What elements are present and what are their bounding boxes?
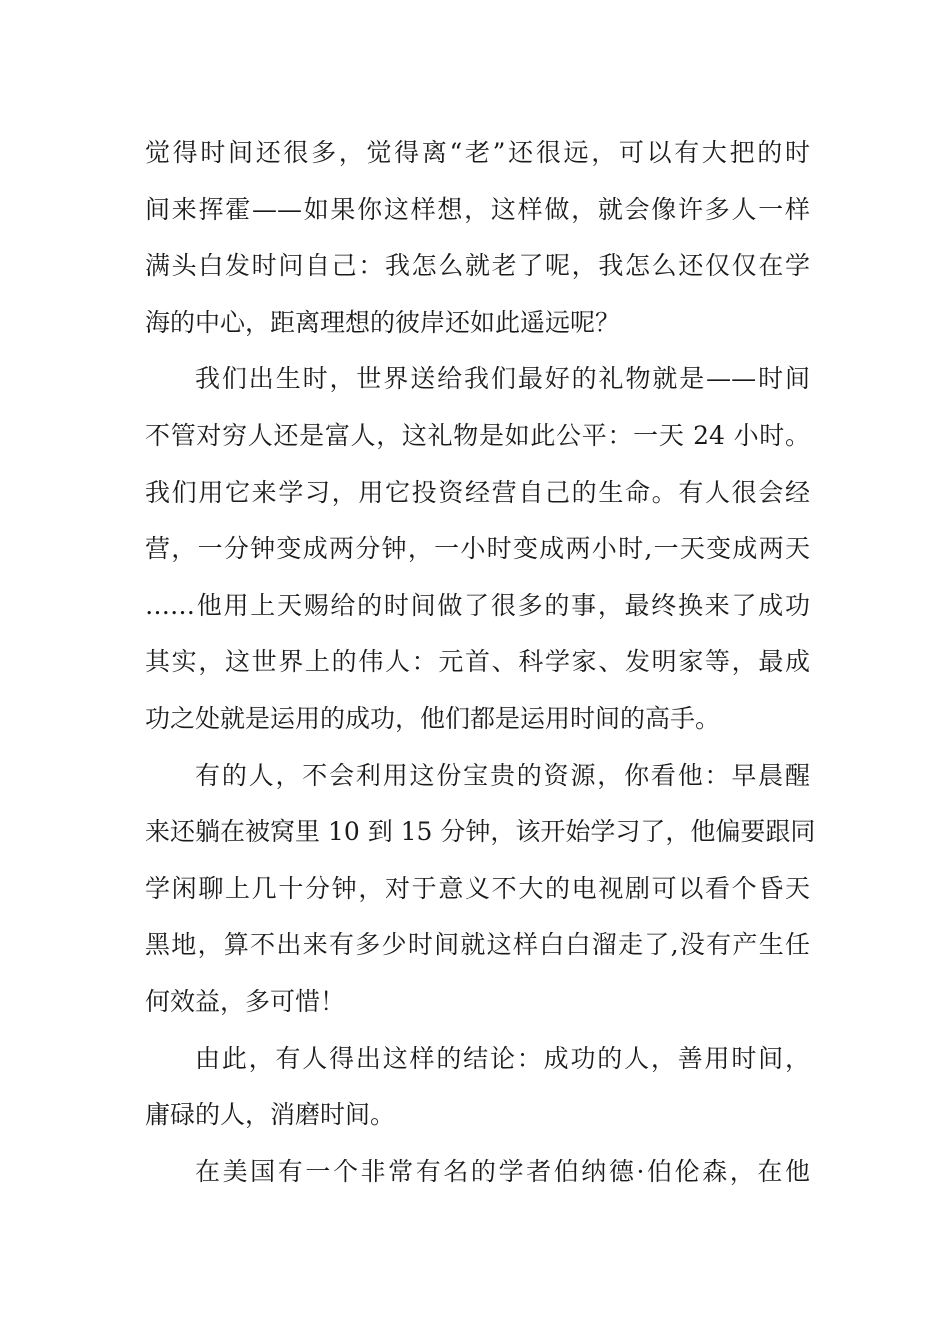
text-line-9: ……他用上天赐给的时间做了很多的事，最终换来了成功 — [145, 590, 810, 620]
text-line-1: 觉得时间还很多，觉得离“老”还很远，可以有大把的时 — [145, 138, 810, 167]
text-line-2: 间来挥霍——如果你这样想，这样做，就会像许多人一样 — [145, 194, 810, 224]
text-line-14: 学闲聊上几十分钟，对于意义不大的电视剧可以看个昏天 — [145, 873, 810, 903]
text-line-15: 黑地，算不出来有多少时间就这样白白溜走了,没有产生任 — [145, 930, 810, 960]
text-line-8: 营，一分钟变成两分钟，一小时变成两小时,一天变成两天 — [145, 534, 810, 564]
text-line-4: 海的中心，距离理想的彼岸还如此遥远呢？ — [145, 307, 621, 337]
text-line-16: 何效益，多可惜！ — [145, 986, 346, 1016]
text-line-10: 其实，这世界上的伟人：元首、科学家、发明家等，最成 — [145, 647, 810, 677]
text-line-17: 由此，有人得出这样的结论：成功的人，善用时间， — [195, 1043, 810, 1073]
text-line-19: 在美国有一个非常有名的学者伯纳德·伯伦森，在他 — [195, 1156, 810, 1186]
text-line-18: 庸碌的人，消磨时间。 — [145, 1100, 396, 1130]
text-line-13: 来还躺在被窝里 10 到 15 分钟，该开始学习了，他偏要跟同 — [145, 817, 816, 847]
text-line-12: 有的人，不会利用这份宝贵的资源，你看他：早晨醒 — [195, 760, 810, 790]
body-text — [145, 125, 816, 1200]
text-line-11: 功之处就是运用的成功，他们都是运用时间的高手。 — [145, 703, 721, 733]
text-line-5: 我们出生时，世界送给我们最好的礼物就是——时间 — [195, 364, 810, 394]
text-line-7: 我们用它来学习，用它投资经营自己的生命。有人很会经 — [145, 477, 810, 507]
text-line-6: 不管对穷人还是富人，这礼物是如此公平：一天 24 小时。 — [145, 420, 810, 450]
text-line-3: 满头白发时问自己：我怎么就老了呢，我怎么还仅仅在学 — [145, 251, 810, 281]
